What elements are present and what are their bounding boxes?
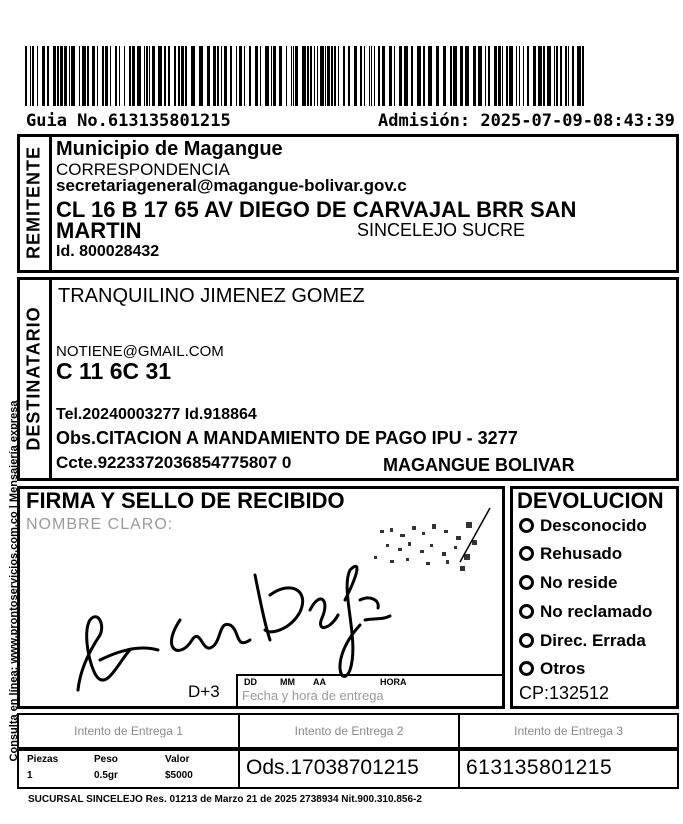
sender-label: REMITENTE	[23, 146, 44, 260]
return-title: DEVOLUCION	[517, 488, 664, 513]
recipient-observations: Obs.CITACION A MANDAMIENTO DE PAGO IPU - 3277	[56, 428, 518, 448]
ods-number: Ods.17038701215	[246, 756, 419, 779]
recipient-label: DESTINATARIO	[23, 306, 44, 451]
pieces-value: 1	[27, 770, 33, 781]
date-label: Fecha y hora de entrega	[242, 688, 384, 703]
footer-text: SUCURSAL SINCELEJO Res. 01213 de Marzo 21 de 2025 2738934 Nit.900.310.856-2	[28, 794, 422, 805]
sender-address-line1: CL 16 B 17 65 AV DIEGO DE CARVAJAL BRR SAN	[56, 197, 577, 222]
recipient-name: TRANQUILINO JIMENEZ GOMEZ	[58, 285, 365, 307]
recipient-tel-id: Tel.20240003277 Id.918864	[56, 406, 257, 423]
recipient-address: C 11 6C 31	[56, 358, 172, 384]
date-header-aa: AA	[313, 677, 326, 687]
delivery-days: D+3	[188, 682, 220, 701]
attempt-3: Intento de Entrega 3	[514, 724, 623, 738]
return-option-otros[interactable]: Otros	[519, 659, 585, 679]
guide-number-bottom: 613135801215	[466, 756, 613, 779]
value-label: Valor	[165, 754, 190, 765]
admission-datetime: Admisión: 2025-07-09-08:43:39	[378, 111, 675, 131]
date-header-mm: MM	[280, 677, 295, 687]
return-option-desconocido[interactable]: Desconocido	[519, 516, 647, 536]
recipient-client: Ccte.9223372036854775807 0	[56, 453, 292, 472]
receipt-title: FIRMA Y SELLO DE RECIBIDO	[26, 488, 345, 513]
weight-value: 0.5gr	[94, 770, 118, 781]
barcode	[25, 46, 585, 106]
weight-label: Peso	[94, 754, 118, 765]
return-option-no-reclamado[interactable]: No reclamado	[519, 602, 652, 622]
sender-address-line2: MARTIN	[56, 218, 142, 243]
sender-email: secretariageneral@magangue-bolivar.gov.c	[56, 176, 407, 195]
signature-image	[60, 500, 500, 700]
pieces-label: Piezas	[27, 754, 59, 765]
sender-id: Id. 800028432	[56, 243, 160, 260]
date-header-hora: HORA	[380, 677, 407, 687]
recipient-city: MAGANGUE BOLIVAR	[383, 455, 575, 475]
guide-number: Guia No.613135801215	[26, 111, 231, 131]
return-postal-code: CP:132512	[519, 683, 610, 703]
attempt-2: Intento de Entrega 2	[294, 724, 404, 738]
return-option-direc-errada[interactable]: Direc. Errada	[519, 631, 646, 651]
sender-name: Municipio de Magangue	[56, 138, 283, 160]
return-option-no-reside[interactable]: No reside	[519, 573, 617, 593]
side-consult-text: Consulta en línea: www.prontoservicios.com.co | Mensajería expresa	[8, 400, 20, 762]
return-option-rehusado[interactable]: Rehusado	[519, 544, 622, 564]
sender-department: CORRESPONDENCIA	[56, 160, 230, 179]
attempt-1: Intento de Entrega 1	[74, 724, 183, 738]
sender-city: SINCELEJO SUCRE	[357, 220, 526, 240]
value-value: $5000	[165, 770, 193, 781]
recipient-email: NOTIENE@GMAIL.COM	[56, 343, 224, 360]
receipt-name-label: NOMBRE CLARO:	[26, 516, 174, 533]
date-header-dd: DD	[244, 677, 257, 687]
